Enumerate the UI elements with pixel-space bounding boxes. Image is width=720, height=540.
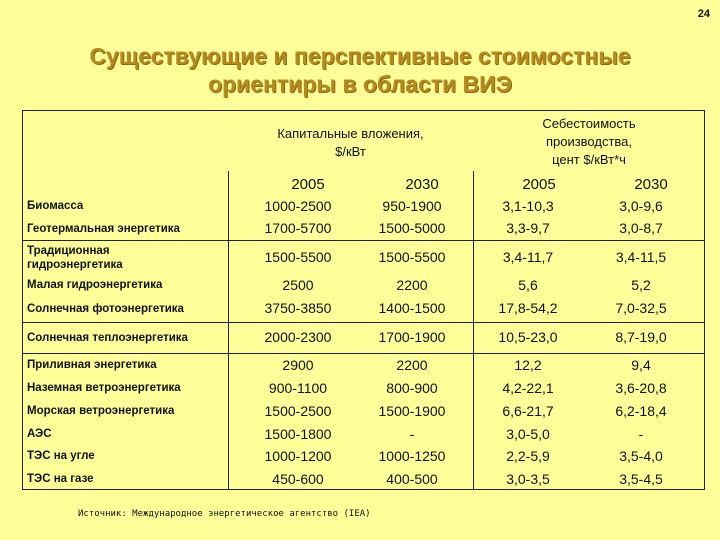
table-row xyxy=(23,445,704,467)
cost-header-line: Себестоимость xyxy=(542,116,636,131)
table-cell: 1500-2500 xyxy=(264,403,332,419)
cost-header xyxy=(473,115,705,169)
row-label xyxy=(27,199,83,213)
table-cell: 900-1100 xyxy=(268,380,328,396)
table-cell: 400-500 xyxy=(386,471,438,487)
row-label xyxy=(27,222,180,236)
row-label xyxy=(27,381,181,395)
table-cell: 3,5-4,5 xyxy=(619,471,663,487)
slide-title xyxy=(0,42,720,98)
table-cell: 6,2-18,4 xyxy=(615,403,667,419)
table-row xyxy=(23,275,704,295)
table-row xyxy=(23,217,704,241)
table-cell: 3,4-11,7 xyxy=(502,249,554,265)
row-label-line: Малая гидроэнергетика xyxy=(27,279,163,291)
row-label-line: ТЭС на угле xyxy=(27,450,95,462)
table-cell: 3,4-11,5 xyxy=(615,249,667,265)
row-label-line: Морская ветроэнергетика xyxy=(27,405,175,417)
table-cell: - xyxy=(638,426,644,442)
table-cell: 1400-1500 xyxy=(378,300,446,316)
table-cell: 1500-1900 xyxy=(378,403,446,419)
table-cell: 12,2 xyxy=(514,357,542,373)
table-cell: 3,0-5,0 xyxy=(506,426,550,442)
year-header: 2005 xyxy=(291,176,325,193)
table-cell: 3750-3850 xyxy=(264,300,332,316)
table-row xyxy=(23,423,704,445)
row-label xyxy=(27,472,94,486)
table-cell: 5,6 xyxy=(518,277,538,293)
table-cell: 3,6-20,8 xyxy=(615,380,667,396)
row-label-line: Солнечная фотоэнергетика xyxy=(27,303,184,315)
title-line-1: Существующие и перспективные стоимостные xyxy=(89,43,631,69)
table-cell: 8,7-19,0 xyxy=(615,329,667,345)
row-label xyxy=(27,244,123,272)
row-label xyxy=(27,404,174,418)
table-cell: - xyxy=(409,426,415,442)
row-label xyxy=(27,358,157,372)
table-cell: 3,0-9,6 xyxy=(619,198,663,214)
page-number: 24 xyxy=(697,8,710,20)
table-cell: 1500-5000 xyxy=(378,220,446,236)
table-cell: 1500-5500 xyxy=(378,249,446,265)
table-row xyxy=(23,353,704,377)
table-cell: 1500-1800 xyxy=(264,426,332,442)
table-cell: 450-600 xyxy=(272,471,324,487)
table-cell: 1500-5500 xyxy=(264,249,332,265)
table-row xyxy=(23,195,704,217)
row-label-line: Солнечная теплоэнергетика xyxy=(27,332,188,344)
table-cell: 1700-5700 xyxy=(264,220,332,236)
source-note: Источник: Международное энергетическое агентство (IEA) xyxy=(78,509,371,519)
row-label-line: гидроэнергетика xyxy=(27,259,123,271)
table-cell: 2200 xyxy=(396,277,428,293)
row-label-line: Приливная энергетика xyxy=(27,359,157,371)
row-label-line: ТЭС на газе xyxy=(27,473,94,485)
table-cell: 1700-1900 xyxy=(378,329,446,345)
row-label xyxy=(27,278,162,292)
year-header: 2005 xyxy=(522,176,556,193)
table-cell: 3,5-4,0 xyxy=(619,448,663,464)
row-label-line: Биомасса xyxy=(27,200,84,212)
row-label xyxy=(27,449,95,463)
cost-table xyxy=(22,110,705,490)
table-cell: 2900 xyxy=(282,357,314,373)
table-cell: 9,4 xyxy=(631,357,651,373)
row-label-line: Традиционная xyxy=(27,245,110,257)
year-header: 2030 xyxy=(634,176,668,193)
table-cell: 2,2-5,9 xyxy=(506,448,550,464)
table-cell: 6,6-21,7 xyxy=(502,403,554,419)
table-cell: 2500 xyxy=(282,277,314,293)
table-cell: 1000-2500 xyxy=(264,198,332,214)
table-cell: 1000-1200 xyxy=(264,448,332,464)
table-cell: 5,2 xyxy=(631,277,651,293)
table-cell: 800-900 xyxy=(386,380,438,396)
table-row xyxy=(23,322,704,354)
row-label-line: Наземная ветроэнергетика xyxy=(27,382,181,394)
row-label xyxy=(27,331,188,345)
table-cell: 3,3-9,7 xyxy=(506,220,550,236)
row-label-line: Геотермальная энергетика xyxy=(27,223,180,235)
table-cell: 10,5-23,0 xyxy=(498,329,558,345)
capital-header-line: $/кВт xyxy=(335,144,366,159)
row-label-line: АЭС xyxy=(27,428,52,440)
table-cell: 3,0-8,7 xyxy=(619,220,663,236)
table-cell: 17,8-54,2 xyxy=(498,300,558,316)
table-cell: 3,0-3,5 xyxy=(506,471,550,487)
capital-header-line: Капитальные вложения, xyxy=(277,126,424,141)
row-label xyxy=(27,302,184,316)
table-row xyxy=(23,295,704,323)
table-row xyxy=(23,240,704,275)
table-cell: 4,2-22,1 xyxy=(502,380,554,396)
cost-header-line: производства, xyxy=(545,134,633,149)
table-cell: 2200 xyxy=(396,357,428,373)
table-row xyxy=(23,377,704,399)
row-label xyxy=(27,427,52,441)
capital-header xyxy=(228,125,473,161)
cost-header-line: цент $/кВт*ч xyxy=(552,152,626,167)
year-header: 2030 xyxy=(405,176,439,193)
table-cell: 3,1-10,3 xyxy=(502,198,554,214)
table-cell: 1000-1250 xyxy=(378,448,446,464)
table-row xyxy=(23,467,704,491)
table-row xyxy=(23,399,704,423)
table-cell: 7,0-32,5 xyxy=(615,300,667,316)
table-cell: 2000-2300 xyxy=(264,329,332,345)
title-line-2: ориентиры в области ВИЭ xyxy=(207,71,513,97)
table-cell: 950-1900 xyxy=(382,198,442,214)
